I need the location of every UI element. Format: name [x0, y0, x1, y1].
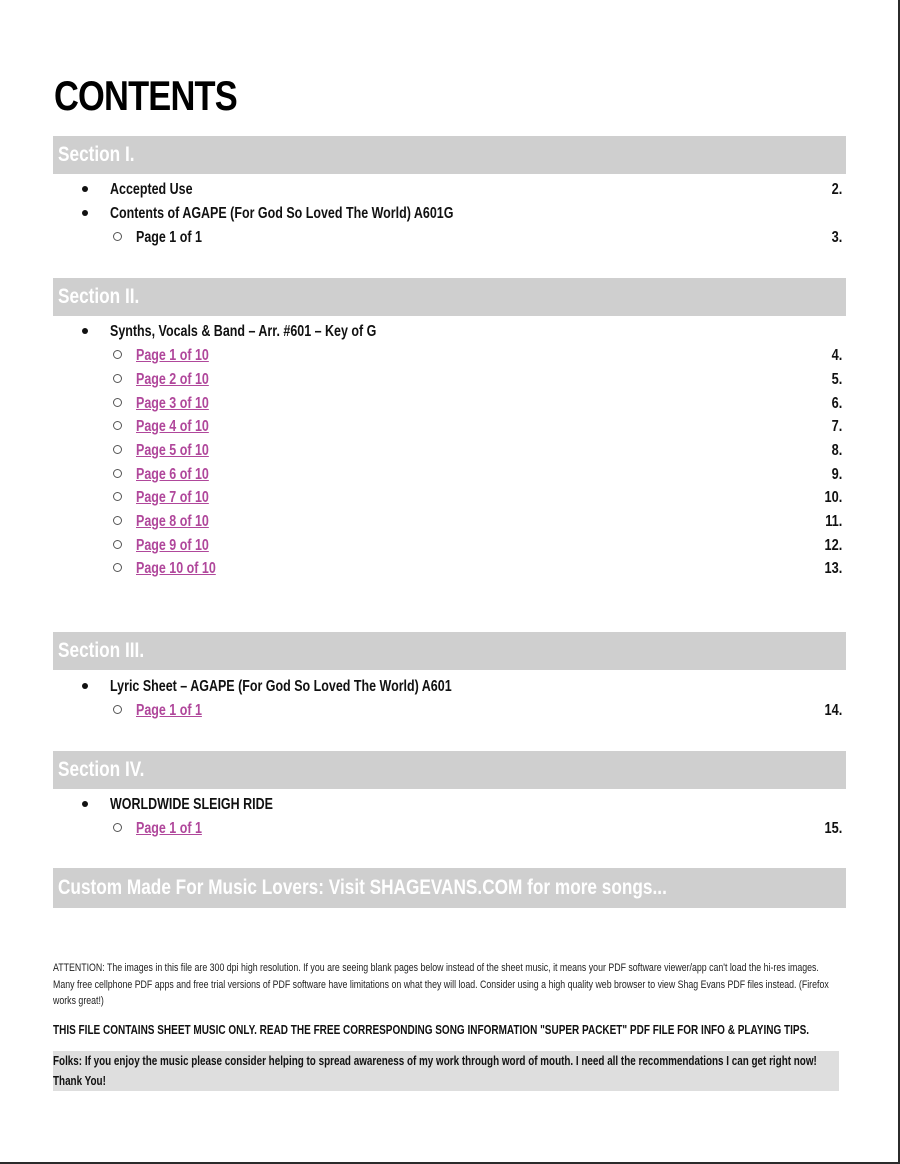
entry-label: Contents of AGAPE (For God So Loved The World) A601G — [110, 205, 454, 222]
section-4-header: Section IV. — [53, 751, 846, 789]
page-number: 10. — [824, 489, 842, 506]
toc-link-page-9-of-10[interactable] — [0, 537, 845, 561]
section-1-header: Section I. — [53, 136, 846, 174]
circle-bullet-icon — [113, 516, 122, 525]
circle-bullet-icon — [113, 350, 122, 359]
page-title: CONTENTS — [54, 72, 237, 119]
circle-bullet-icon — [113, 492, 122, 501]
page-link[interactable]: Page 9 of 10 — [136, 537, 209, 554]
page-number: 5. — [831, 371, 842, 388]
page-link[interactable]: Page 6 of 10 — [136, 466, 209, 483]
page-link[interactable]: Page 5 of 10 — [136, 442, 209, 459]
circle-bullet-icon — [113, 445, 122, 454]
page-link[interactable]: Page 1 of 1 — [136, 820, 202, 837]
bullet-icon — [82, 801, 88, 807]
toc-link-page-2-of-10[interactable] — [0, 371, 845, 395]
folks-note: Folks: If you enjoy the music please consider helping to spread awareness of my work through word of mouth. I need all the recommendations I can get right now! Thank You! — [53, 1051, 839, 1091]
page-number: 3. — [831, 229, 842, 246]
toc-entry-lyric-sheet — [0, 678, 845, 702]
toc-link-page-5-of-10[interactable] — [0, 442, 845, 466]
page-number: 4. — [831, 347, 842, 364]
toc-link-page-7-of-10[interactable] — [0, 489, 845, 513]
toc-entry-accepted-use[interactable] — [0, 181, 845, 205]
toc-entry-synths-vocals-band — [0, 323, 845, 347]
bullet-icon — [82, 186, 88, 192]
section-2-header: Section II. — [53, 278, 846, 316]
page-number: 9. — [831, 466, 842, 483]
page-number: 11. — [824, 513, 842, 530]
page-number: 15. — [824, 820, 842, 837]
entry-label: Lyric Sheet – AGAPE (For God So Loved The World) A601 — [110, 678, 452, 695]
bullet-icon — [82, 328, 88, 334]
toc-link-page-8-of-10[interactable] — [0, 513, 845, 537]
toc-link-page-3-of-10[interactable] — [0, 395, 845, 419]
toc-entry-contents — [0, 205, 845, 229]
circle-bullet-icon — [113, 705, 122, 714]
circle-bullet-icon — [113, 823, 122, 832]
page-link[interactable]: Page 1 of 1 — [136, 702, 202, 719]
page-number: 8. — [831, 442, 842, 459]
page-link[interactable]: Page 2 of 10 — [136, 371, 209, 388]
circle-bullet-icon — [113, 540, 122, 549]
circle-bullet-icon — [113, 421, 122, 430]
toc-link-page-4-of-10[interactable] — [0, 418, 845, 442]
entry-label: WORLDWIDE SLEIGH RIDE — [110, 796, 273, 813]
circle-bullet-icon — [113, 232, 122, 241]
page-link[interactable]: Page 1 of 10 — [136, 347, 209, 364]
section-3-header: Section III. — [53, 632, 846, 670]
toc-link-page-6-of-10[interactable] — [0, 466, 845, 490]
page-number: 7. — [831, 418, 842, 435]
sheet-music-notice: THIS FILE CONTAINS SHEET MUSIC ONLY. READ THE FREE CORRESPONDING SONG INFORMATION "SUPER PACKET" PDF FILE FOR INFO & PLAYING TIPS. — [53, 1023, 810, 1037]
toc-link-page-10-of-10[interactable] — [0, 560, 845, 584]
page-link[interactable]: Page 4 of 10 — [136, 418, 209, 435]
page-number: 14. — [824, 702, 842, 719]
entry-label: Accepted Use — [110, 181, 193, 198]
page-number: 12. — [824, 537, 842, 554]
entry-label: Synths, Vocals & Band – Arr. #601 – Key of G — [110, 323, 377, 340]
page-link[interactable]: Page 8 of 10 — [136, 513, 209, 530]
page-link[interactable]: Page 10 of 10 — [136, 560, 216, 577]
circle-bullet-icon — [113, 563, 122, 572]
page-link[interactable]: Page 3 of 10 — [136, 395, 209, 412]
bullet-icon — [82, 210, 88, 216]
toc-link-lyric-page-1-of-1[interactable] — [0, 702, 845, 726]
page-link[interactable]: Page 7 of 10 — [136, 489, 209, 506]
toc-link-page-1-of-10[interactable] — [0, 347, 845, 371]
circle-bullet-icon — [113, 398, 122, 407]
page-number: 2. — [831, 181, 842, 198]
attention-note: ATTENTION: The images in this file are 300 dpi high resolution. If you are seeing blank pages below instead of the sheet music, it means your PDF software viewer/app can't load the hi-res images. Many free cellphone PDF apps and free trial versions of PDF software have limitations on what they will load. Consider using a high quality web browser to view Shag Evans PDF files instead. (Firefox works great!) — [53, 962, 829, 1007]
circle-bullet-icon — [113, 374, 122, 383]
bullet-icon — [82, 683, 88, 689]
page-number: 13. — [824, 560, 842, 577]
toc-link-sleigh-page-1-of-1[interactable] — [0, 820, 845, 844]
promo-banner: Custom Made For Music Lovers: Visit SHAGEVANS.COM for more songs... — [53, 868, 846, 908]
page-number: 6. — [831, 395, 842, 412]
toc-entry-worldwide-sleigh-ride — [0, 796, 845, 820]
circle-bullet-icon — [113, 469, 122, 478]
entry-label: Page 1 of 1 — [136, 229, 202, 246]
toc-subentry-contents-page[interactable] — [0, 229, 845, 253]
